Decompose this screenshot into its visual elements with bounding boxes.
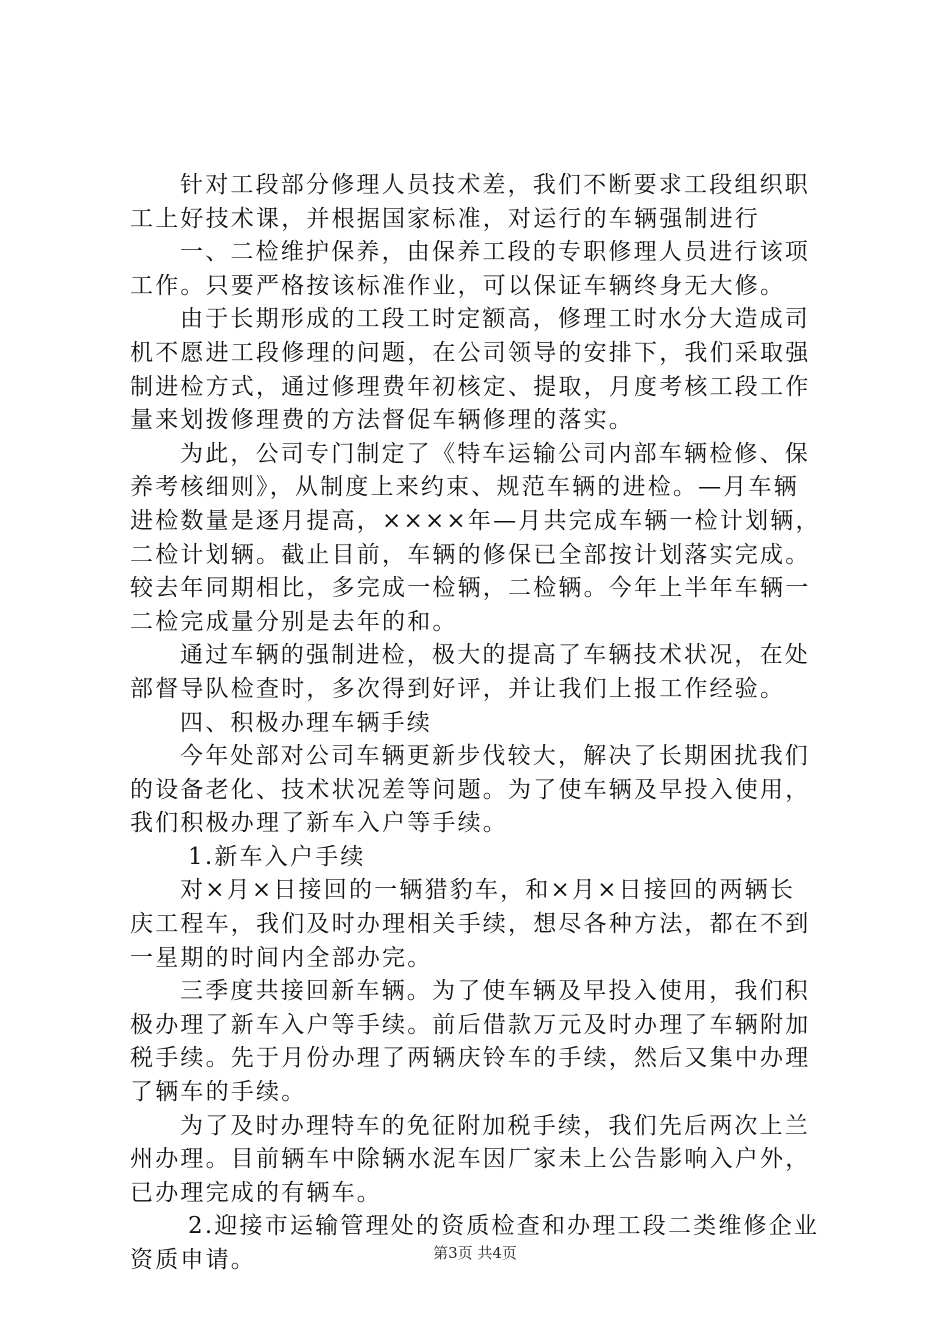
paragraph-line: 已办理完成的有辆车。: [130, 1179, 382, 1206]
paragraph-line: 极办理了新车入户等手续。前后借款万元及时办理了车辆附加: [130, 1011, 811, 1038]
paragraph-line: 二检计划辆。截止目前，车辆的修保已全部按计划落实完成。: [130, 541, 811, 568]
paragraph-line: 了辆车的手续。: [130, 1079, 307, 1106]
paragraph-line: 庆工程车，我们及时办理相关手续，想尽各种方法，都在不到: [130, 911, 811, 938]
paragraph-line: 较去年同期相比，多完成一检辆，二检辆。今年上半年车辆一: [130, 575, 811, 602]
paragraph-line: 工上好技术课，并根据国家标准，对运行的车辆强制进行: [130, 205, 760, 232]
page-number-footer: 第3页 共4页: [433, 1244, 517, 1262]
paragraph-line: 资质申请。: [130, 1247, 256, 1273]
paragraph-line: 一、二检维护保养，由保养工段的专职修理人员进行该项: [180, 239, 810, 266]
paragraph-line: 为了及时办理特车的免征附加税手续，我们先后两次上兰: [180, 1112, 810, 1139]
paragraph-line: 制进检方式，通过修理费年初核定、提取，月度考核工段工作: [130, 373, 811, 400]
paragraph-line: 一星期的时间内全部办完。: [130, 944, 433, 971]
paragraph-line: 针对工段部分修理人员技术差，我们不断要求工段组织职: [180, 172, 810, 198]
paragraph-line: 量来划拨修理费的方法督促车辆修理的落实。: [130, 407, 634, 434]
paragraph-line: 州办理。目前辆车中除辆水泥车因厂家未上公告影响入户外，: [130, 1146, 811, 1173]
paragraph-line: 由于长期形成的工段工时定额高，修理工时水分大造成司: [180, 306, 810, 333]
paragraph-line: 机不愿进工段修理的问题，在公司领导的安排下，我们采取强: [130, 339, 811, 366]
paragraph-line: 今年处部对公司车辆更新步伐较大，解决了长期困扰我们: [180, 743, 810, 770]
section-heading: 四、积极办理车辆手续: [180, 709, 432, 736]
paragraph-line: 三季度共接回新车辆。为了使车辆及早投入使用，我们积: [180, 978, 810, 1005]
paragraph-line: 养考核细则》，从制度上来约束、规范车辆的进检。—月车辆: [130, 474, 799, 501]
paragraph-line: 为此，公司专门制定了《特车运输公司内部车辆检修、保: [180, 440, 810, 467]
subsection-heading: 1.新车入户手续: [188, 843, 366, 870]
paragraph-line: 工作。只要严格按该标准作业，可以保证车辆终身无大修。: [130, 272, 786, 299]
document-body: [130, 169, 830, 1278]
paragraph-line: 我们积极办理了新车入户等手续。: [130, 810, 508, 837]
paragraph-line: 税手续。先于月份办理了两辆庆铃车的手续，然后又集中办理: [130, 1045, 811, 1072]
paragraph-line: 的设备老化、技术状况差等问题。为了使车辆及早投入使用，: [130, 776, 811, 803]
subsection-heading: 2.迎接市运输管理处的资质检查和办理工段二类维修企业: [188, 1213, 820, 1240]
paragraph-line: 通过车辆的强制进检，极大的提高了车辆技术状况，在处: [180, 642, 810, 669]
paragraph-line: 二检完成量分别是去年的和。: [130, 608, 458, 635]
paragraph-line: 进检数量是逐月提高，××××年—月共完成车辆一检计划辆，: [130, 507, 821, 534]
paragraph-line: 对×月×日接回的一辆猎豹车，和×月×日接回的两辆长: [180, 877, 796, 904]
paragraph-line: 部督导队检查时，多次得到好评，并让我们上报工作经验。: [130, 675, 786, 702]
